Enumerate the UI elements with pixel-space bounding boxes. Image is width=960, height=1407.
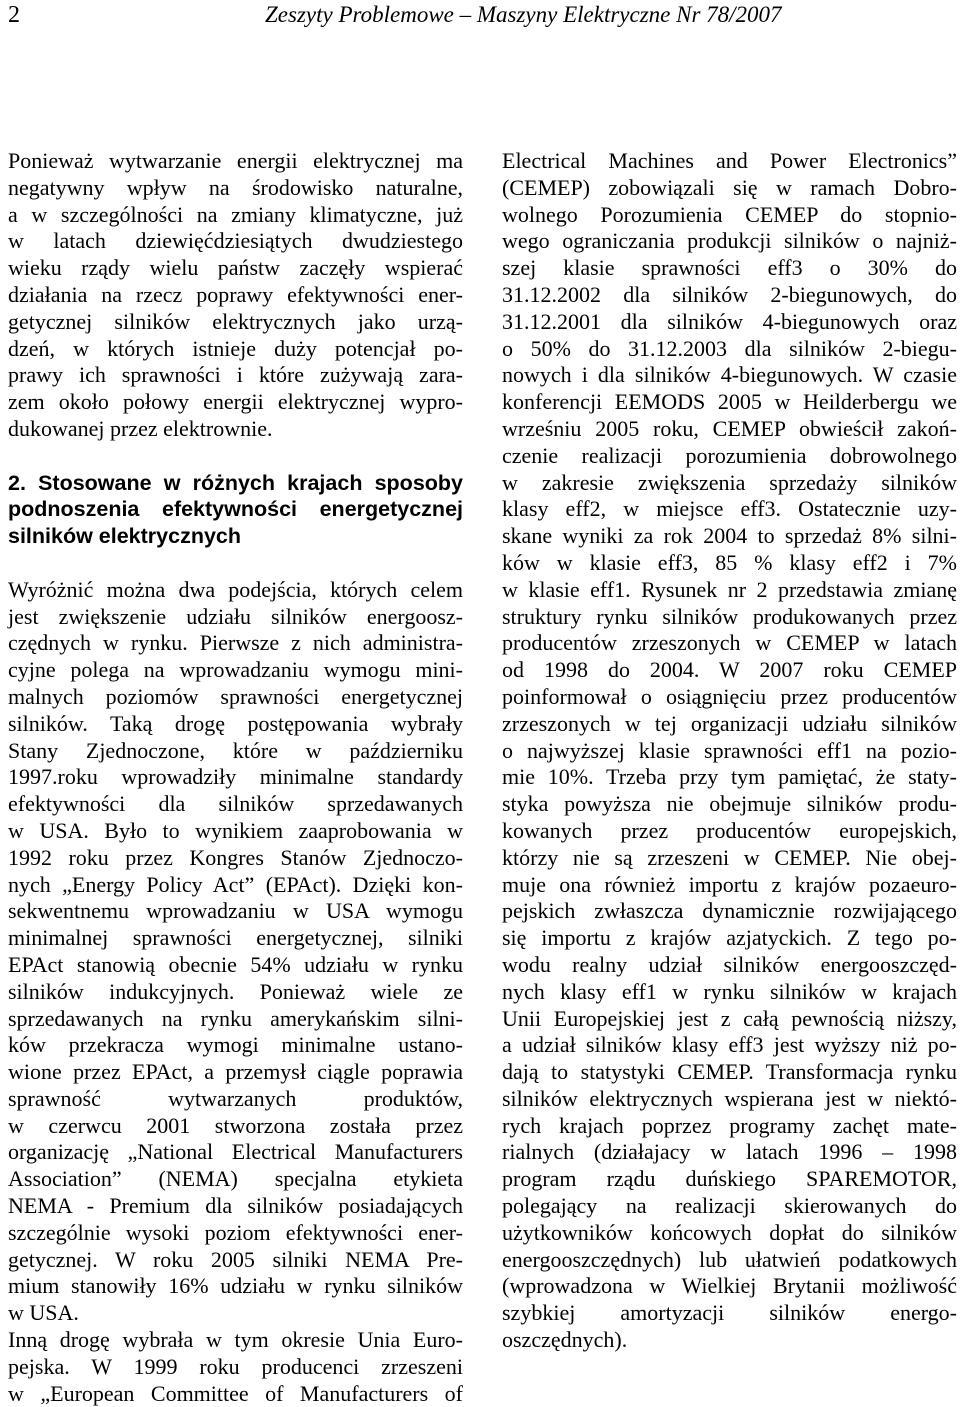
text-line: (wprowadzona w Wielkiej Brytanii możliwość [502,1273,957,1299]
text-line: o najwyższej klasie sprawności eff1 na pozio- [502,737,957,763]
text-line: w „European Committee of Manufacturers of [8,1380,463,1406]
text-line: Unii Europejskiej jest z całą pewnością niższy, [502,1005,957,1031]
text-line: Association” (NEMA) specjalna etykieta [8,1166,463,1192]
text-line: nych „Energy Policy Act” (EPAct). Dzięki kon- [8,871,463,897]
text-line: sprawność wytwarzanych produktów, [8,1085,463,1111]
text-line: sprzedawanych na rynku amerykańskim silni- [8,1005,463,1031]
text-line: się importu z krajów azjatyckich. Z tego po- [502,925,957,951]
text-line: mie 10%. Trzeba przy tym pamiętać, że staty- [502,764,957,790]
text-line: negatywny wpływ na środowisko naturalne, [8,174,463,200]
cemep-paragraph [502,148,957,1354]
text-line: 31.12.2001 dla silników 4-biegunowych oraz [502,308,957,334]
text-line: prawy ich sprawności i które zużywają zara- [8,362,463,388]
text-line: skane wyniki za rok 2004 to sprzedaż 8% silni- [502,523,957,549]
text-line: efektywności dla silników sprzedawanych [8,791,463,817]
text-line: kowanych przez producentów europejskich, [502,817,957,843]
text-line: szej klasie sprawności eff3 o 30% do [502,255,957,281]
text-line: rialnych (działajacy w latach 1996 – 1998 [502,1139,957,1165]
text-line: konferencji EEMODS 2005 w Heilderbergu we [502,389,957,415]
text-line: 31.12.2002 dla silników 2-biegunowych, do [502,281,957,307]
text-line: czenie realizacji porozumienia dobrowolnego [502,442,957,468]
text-line: struktury rynku silników produkowanych przez [502,603,957,629]
text-line: silników. Taką drogę postępowania wybrały [8,710,463,736]
text-line: o 50% do 31.12.2003 dla silników 2-biegu- [502,335,957,361]
text-line: czędnych w rynku. Pierwsze z nich administra- [8,630,463,656]
text-line: silników elektrycznych wspierana jest w niektó- [502,1085,957,1111]
text-line: a udział silników klasy eff3 jest wyższy niż po- [502,1032,957,1058]
eu-paragraph [8,1327,463,1407]
text-line: w zakresie zwiększenia sprzedaży silników [502,469,957,495]
text-line: energooszczędnych) lub ułatwień podatkowych [502,1246,957,1272]
text-line: sekwentnemu wprowadzaniu w USA wymogu [8,898,463,924]
text-line: wego ograniczania produkcji silników o najniż- [502,228,957,254]
text-line: wodu realny udział silników energooszczęd- [502,951,957,977]
text-line: nowych i dla silników 4-biegunowych. W czasie [502,362,957,388]
text-line: zem około połowy energii elektrycznej wypro- [8,389,463,415]
text-line: wione przez EPAct, a przemysł ciągle poprawia [8,1059,463,1085]
text-line: dukowanej przez elektrownie. [8,415,273,441]
running-header: Zeszyty Problemowe – Maszyny Elektryczne Nr 78/2007 [265,2,782,27]
text-line: którzy nie są zrzeszeni w CEMEP. Nie obej- [502,844,957,870]
text-line: pejskich zwłaszcza dynamicznie rozwijającego [502,898,957,924]
body-paragraph [8,577,463,1327]
text-line: jest zwiększenie udziału silników energoosz- [8,603,463,629]
paragraph-gap [8,443,463,470]
text-line: nych klasy eff1 w rynku silników w krajach [502,978,957,1004]
text-line: w USA. [8,1300,79,1326]
text-line: polegający na realizacji skierowanych do [502,1193,957,1219]
text-line: od 1998 do 2004. W 2007 roku CEMEP [502,657,957,683]
left-column [8,148,463,1407]
text-line: w czerwcu 2001 stworzona została przez [8,1112,463,1138]
text-line: w latach dziewięćdziesiątych dwudziestego [8,228,463,254]
text-line: muje ona również importu z krajów pozaeuro- [502,871,957,897]
text-line: w klasie eff1. Rysunek nr 2 przedstawia zmianę [502,576,957,602]
text-line: ków w klasie eff3, 85 % klasy eff2 i 7% [502,549,957,575]
text-line: (CEMEP) zobowiązali się w ramach Dobro- [502,174,957,200]
intro-paragraph [8,148,463,443]
section-heading [8,470,463,550]
text-line: producentów zrzeszonych w CEMEP w latach [502,630,957,656]
paragraph-gap [8,550,463,577]
text-line: zrzeszonych w tej organizacji udziału silników [502,710,957,736]
text-line: 1997.roku wprowadziły minimalne standardy [8,764,463,790]
text-line: Inną drogę wybrała w tym okresie Unia Euro- [8,1327,463,1353]
page-number: 2 [8,2,20,28]
text-line: getycznej silników elektrycznych jako urzą- [8,308,463,334]
text-line: pejska. W 1999 roku producenci zrzeszeni [8,1353,463,1379]
text-line: EPAct stanowią obecnie 54% udziału w rynku [8,951,463,977]
text-line: poinformował o osiągnięciu przez producentów [502,683,957,709]
text-line: klasy eff2, w miejsce eff3. Ostatecznie uzy- [502,496,957,522]
text-line: minimalnej sprawności energetycznej, silniki [8,925,463,951]
text-line: szczególnie wysoki poziom efektywności ener- [8,1219,463,1245]
text-line: ków przekracza wymogi minimalne ustano- [8,1032,463,1058]
text-line: styka powyższa nie obejmuje silników produ- [502,791,957,817]
heading-line: 2. Stosowane w różnych krajach sposoby [8,470,463,495]
text-line: rych krajach poprzez programy zachęt mate- [502,1112,957,1138]
text-line: szybkiej amortyzacji silników energo- [502,1300,957,1326]
heading-line: silników elektrycznych [8,524,242,549]
text-line: Electrical Machines and Power Electronics” [502,148,957,173]
text-line: działania na rzecz poprawy efektywności ener- [8,281,463,307]
text-line: dają to statystyki CEMEP. Transformacja rynku [502,1059,957,1085]
text-line: NEMA - Premium dla silników posiadających [8,1193,463,1219]
text-line: getycznej. W roku 2005 silniki NEMA Pre- [8,1246,463,1272]
text-line: cyjne polega na wprowadzaniu wymogu mini- [8,657,463,683]
text-line: silników indukcyjnych. Ponieważ wiele ze [8,978,463,1004]
text-line: oszczędnych). [502,1327,628,1353]
text-line: wieku rządy wielu państw zaczęły wspierać [8,255,463,281]
text-line: a w szczególności na zmiany klimatyczne, już [8,201,463,227]
text-line: Wyróżnić można dwa podejścia, których celem [8,576,463,602]
text-line: 1992 roku przez Kongres Stanów Zjednoczo- [8,844,463,870]
text-line: mium stanowiły 16% udziału w rynku silników [8,1273,463,1299]
text-line: Stany Zjednoczone, które w październiku [8,737,463,763]
text-line: program rządu duńskiego SPAREMOTOR, [502,1166,957,1192]
text-line: wolnego Porozumienia CEMEP do stopnio- [502,201,957,227]
text-line: wrześniu 2005 roku, CEMEP obwieścił zakoń- [502,415,957,441]
right-column [502,148,957,1354]
text-line: użytkowników końcowych dopłat do silników [502,1219,957,1245]
text-line: Ponieważ wytwarzanie energii elektrycznej ma [8,148,463,173]
text-line: organizację „National Electrical Manufacturers [8,1139,463,1165]
text-line: dzeń, w których istnieje duży potencjał po- [8,335,463,361]
text-line: malnych poziomów sprawności energetycznej [8,683,463,709]
heading-line: podnoszenia efektywności energetycznej [8,497,463,522]
text-line: w USA. Było to wynikiem zaaprobowania w [8,817,463,843]
